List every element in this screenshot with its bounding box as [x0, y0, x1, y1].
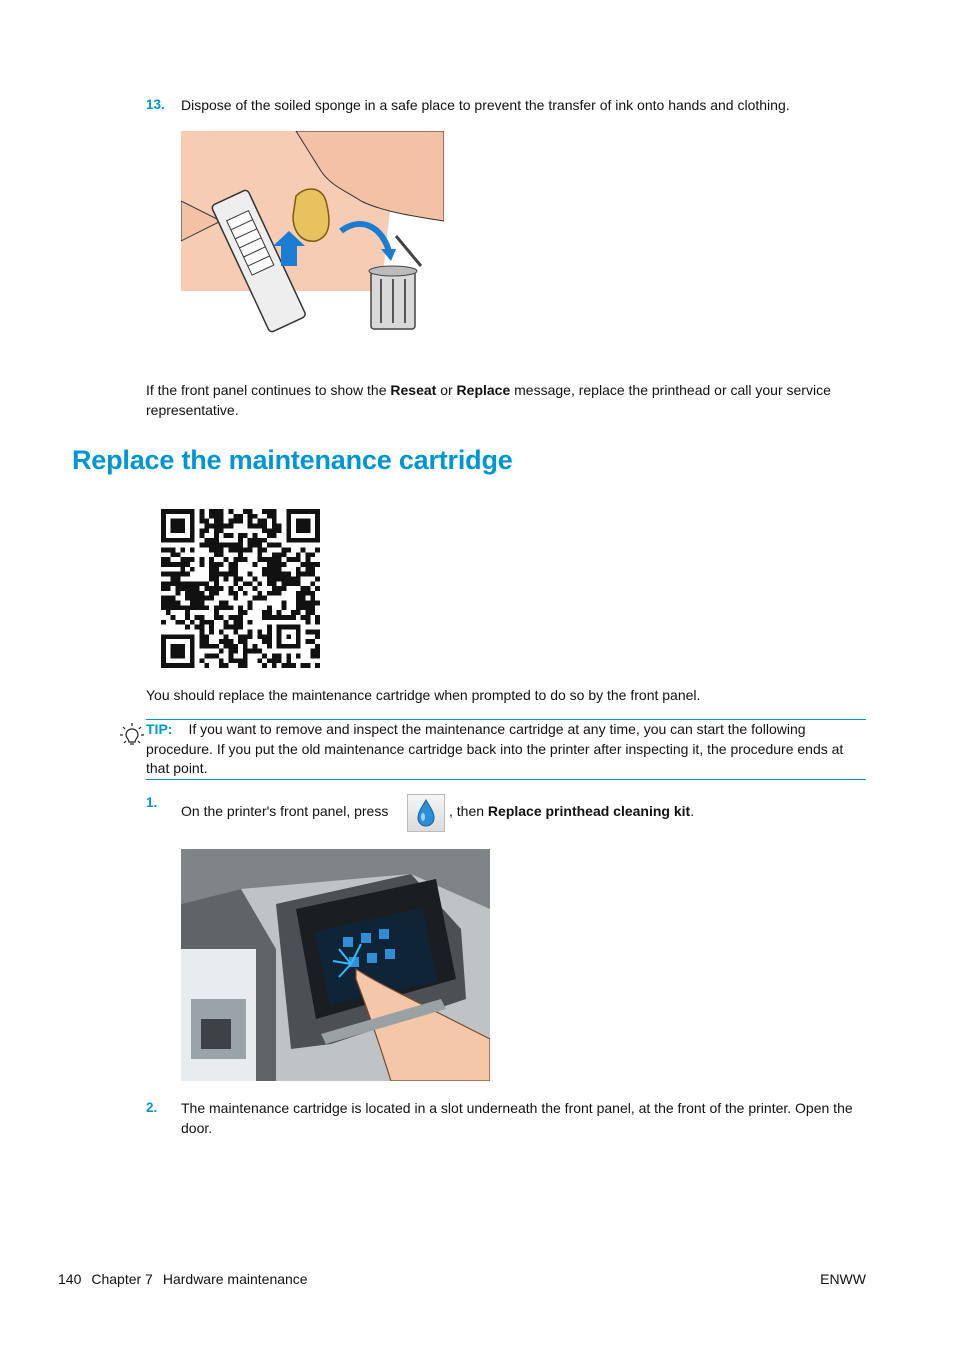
- reseat-replace-paragraph: [146, 381, 836, 420]
- para1-pre: If the front panel continues to show the: [146, 382, 391, 398]
- replace-term: Replace: [456, 382, 511, 398]
- tip-text-block: [146, 720, 861, 779]
- step1-mid: , then: [449, 803, 488, 819]
- tip-label: TIP:: [146, 721, 173, 737]
- page-number: 140: [58, 1271, 82, 1287]
- step-13-number: 13.: [146, 97, 165, 112]
- chapter-title: Hardware maintenance: [162, 1271, 308, 1287]
- sponge-disposal-illustration: [181, 131, 444, 359]
- step-2-number: 2.: [146, 1100, 158, 1115]
- tip-text: If you want to remove and inspect the maintenance cartridge at any time, you can start the following procedure. If you put the old maintenance cartridge back into the printer after inspecting it, the procedure ends at that point.: [146, 721, 844, 776]
- intro-paragraph: You should replace the maintenance cartridge when prompted to do so by the front panel.: [146, 687, 701, 703]
- step1-pre: On the printer's front panel, press: [181, 803, 389, 819]
- chapter-label: Chapter 7: [91, 1271, 153, 1287]
- step-1-text-cont: [449, 802, 869, 822]
- step-1-number: 1.: [146, 795, 158, 810]
- tip-bottom-rule: [146, 779, 866, 780]
- lightbulb-icon: [120, 723, 144, 749]
- reseat-term: Reseat: [390, 382, 437, 398]
- para1-post: message, replace the printhead or call your service representative.: [146, 382, 831, 418]
- step1-post: .: [690, 803, 695, 819]
- front-panel-illustration: [181, 849, 490, 1081]
- section-heading: Replace the maintenance cartridge: [72, 445, 513, 475]
- ink-drop-button-icon: [407, 794, 445, 832]
- footer-left: [58, 1271, 308, 1287]
- qr-code: [161, 509, 320, 668]
- step-13-text: Dispose of the soiled sponge in a safe place to prevent the transfer of ink onto hands and clothing.: [181, 97, 790, 113]
- replace-kit-term: Replace printhead cleaning kit: [487, 803, 691, 819]
- step-2-text: The maintenance cartridge is located in a slot underneath the front panel, at the front of the printer. Open the door.: [181, 1100, 853, 1136]
- footer-right: ENWW: [820, 1271, 866, 1287]
- para1-mid: or: [436, 382, 457, 398]
